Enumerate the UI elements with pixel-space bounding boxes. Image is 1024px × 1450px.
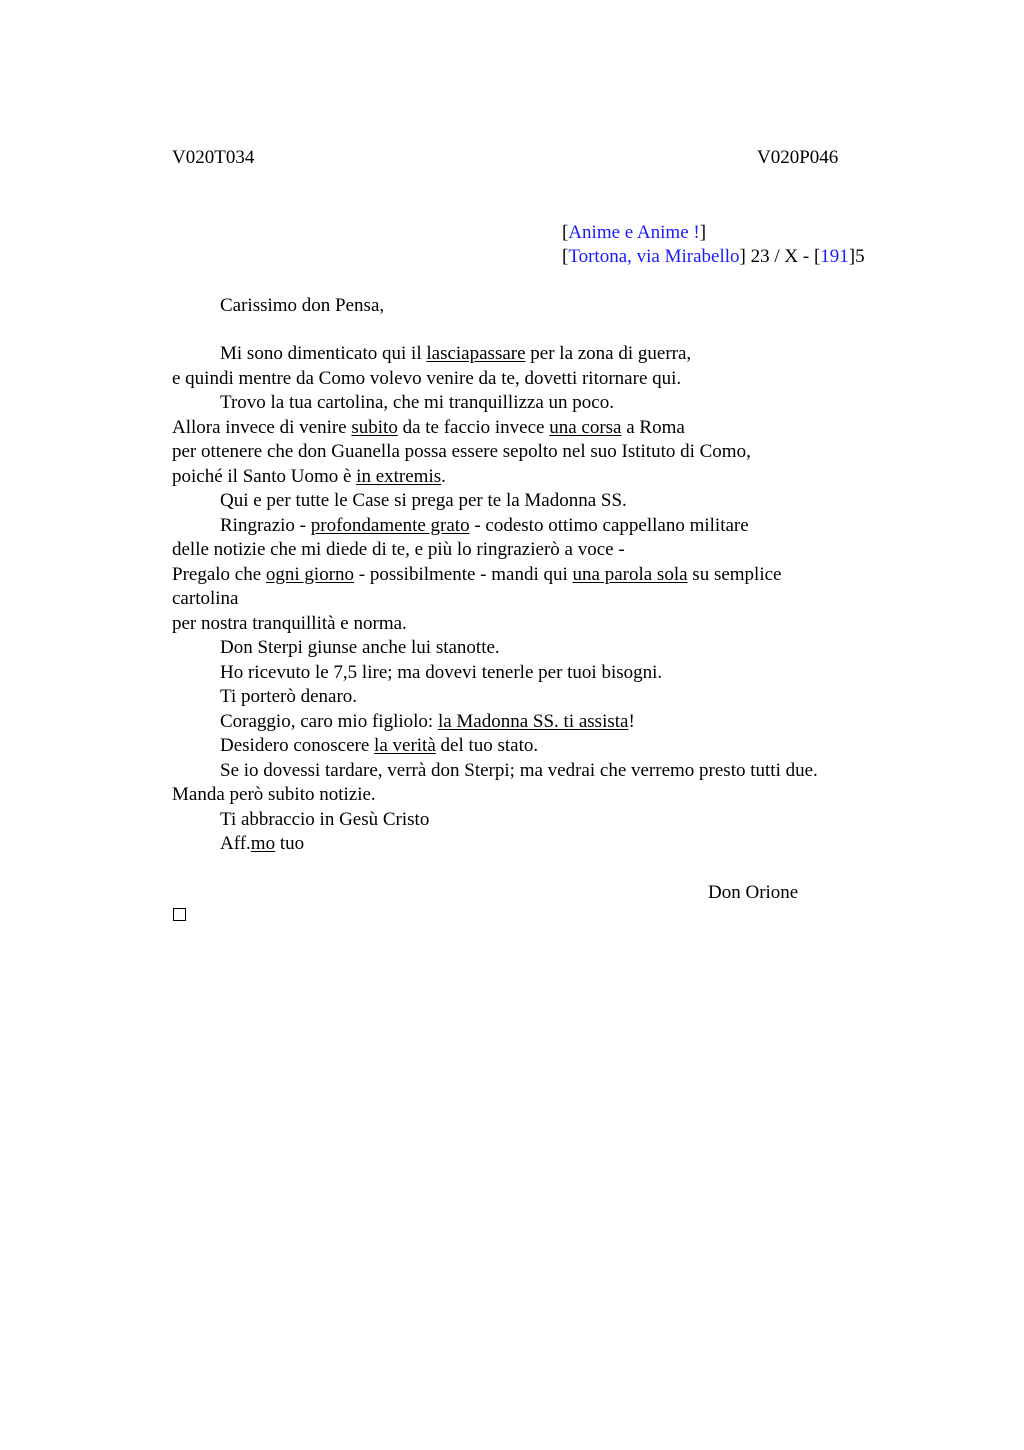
letter-line — [172, 342, 912, 367]
bracket-open: [ — [562, 222, 569, 243]
empty-square-icon — [173, 908, 186, 921]
letter-date: ] 23 / X - [ — [739, 246, 821, 267]
underlined-text: la Madonna SS. ti assista — [437, 710, 629, 732]
letter-line — [172, 416, 912, 441]
underlined-text: la verità — [374, 735, 436, 756]
line-text: Ti abbraccio in Gesù Cristo — [220, 808, 430, 830]
signature: Don Orione — [708, 882, 799, 903]
letter-line — [172, 465, 912, 490]
line-text: poiché il Santo Uomo è — [172, 465, 357, 487]
letter-line — [172, 538, 912, 563]
letter-line — [172, 661, 912, 686]
line-text: - codesto ottimo cappellano militare — [469, 514, 749, 536]
letter-line — [172, 808, 912, 833]
letter-line — [172, 391, 912, 416]
document-code-left: V020T034 — [172, 147, 255, 168]
letter-line — [172, 367, 912, 392]
letter-line — [172, 759, 912, 784]
line-text: - possibilmente - mandi qui — [354, 563, 573, 585]
letter-line — [172, 685, 912, 710]
heading-title-line — [562, 221, 706, 246]
letter-line — [172, 489, 912, 514]
line-text: e quindi mentre da Como volevo venire da te, dovetti ritornare qui. — [172, 367, 682, 389]
salutation: Carissimo don Pensa, — [220, 295, 385, 316]
line-text: Pregalo che — [172, 563, 266, 585]
letter-line — [172, 710, 912, 735]
line-text: Don Sterpi giunse anche lui stanotte. — [220, 637, 500, 658]
letter-body — [172, 342, 912, 857]
letter-line — [172, 783, 912, 808]
line-text: ! — [628, 710, 635, 732]
letter-line — [172, 734, 912, 759]
underlined-text: una parola sola — [572, 563, 688, 585]
letter-line — [172, 612, 912, 637]
document-code-right: V020P046 — [757, 147, 839, 168]
underlined-text: subito — [351, 416, 398, 438]
line-text: cartolina — [172, 588, 239, 609]
line-text: per ottenere che don Guanella possa essere sepolto nel suo Istituto di Como, — [172, 441, 751, 462]
letter-line — [172, 440, 912, 465]
letter-place: Tortona, via Mirabello — [568, 246, 740, 267]
line-text: a Roma — [621, 416, 685, 438]
letter-line — [172, 832, 912, 857]
line-text: Coraggio, caro mio figliolo: — [220, 710, 438, 732]
line-text: su semplice — [687, 563, 782, 585]
letter-line — [172, 514, 912, 539]
line-text: da te faccio invece — [397, 416, 550, 438]
line-text: tuo — [275, 833, 305, 854]
line-text: Ti porterò denaro. — [220, 686, 358, 707]
letter-year-tail: ]5 — [848, 246, 865, 267]
line-text: Allora invece di venire — [172, 416, 352, 438]
line-text: Ringrazio - — [220, 514, 311, 536]
underlined-text: profondamente grato — [310, 514, 470, 536]
line-text: . — [441, 465, 446, 487]
letter-line — [172, 587, 912, 612]
underlined-text: lasciapassare — [426, 343, 526, 364]
underlined-text: mo — [250, 833, 276, 854]
line-text: del tuo stato. — [435, 735, 539, 756]
line-text: Se io dovessi tardare, verrà don Sterpi; ma vedrai che verremo presto tutti due. — [220, 759, 818, 781]
line-text: per nostra tranquillità e norma. — [172, 612, 407, 634]
underlined-text: ogni giorno — [265, 563, 355, 585]
line-text: Manda però subito notizie. — [172, 784, 376, 805]
line-text: Ho ricevuto le 7,5 lire; ma dovevi tenerle per tuoi bisogni. — [220, 661, 663, 683]
line-text: per la zona di guerra, — [525, 343, 692, 364]
letter-line — [172, 563, 912, 588]
bracket-close: ] — [699, 222, 707, 243]
line-text: Qui e per tutte le Case si prega per te la Madonna SS. — [220, 490, 627, 511]
letter-year: 191 — [820, 246, 849, 267]
line-text: Mi sono dimenticato qui il — [220, 343, 427, 364]
letter-line — [172, 636, 912, 661]
underlined-text: una corsa — [549, 416, 622, 438]
line-text: Trovo la tua cartolina, che mi tranquillizza un poco. — [220, 392, 614, 413]
line-text: Aff. — [220, 833, 251, 854]
bracket-open: [ — [562, 246, 569, 267]
letter-title: Anime e Anime ! — [568, 222, 700, 243]
line-text: Desidero conoscere — [220, 735, 375, 756]
underlined-text: in extremis — [356, 465, 442, 487]
heading-place-date-line — [562, 245, 865, 270]
line-text: delle notizie che mi diede di te, e più lo ringrazierò a voce - — [172, 539, 625, 560]
